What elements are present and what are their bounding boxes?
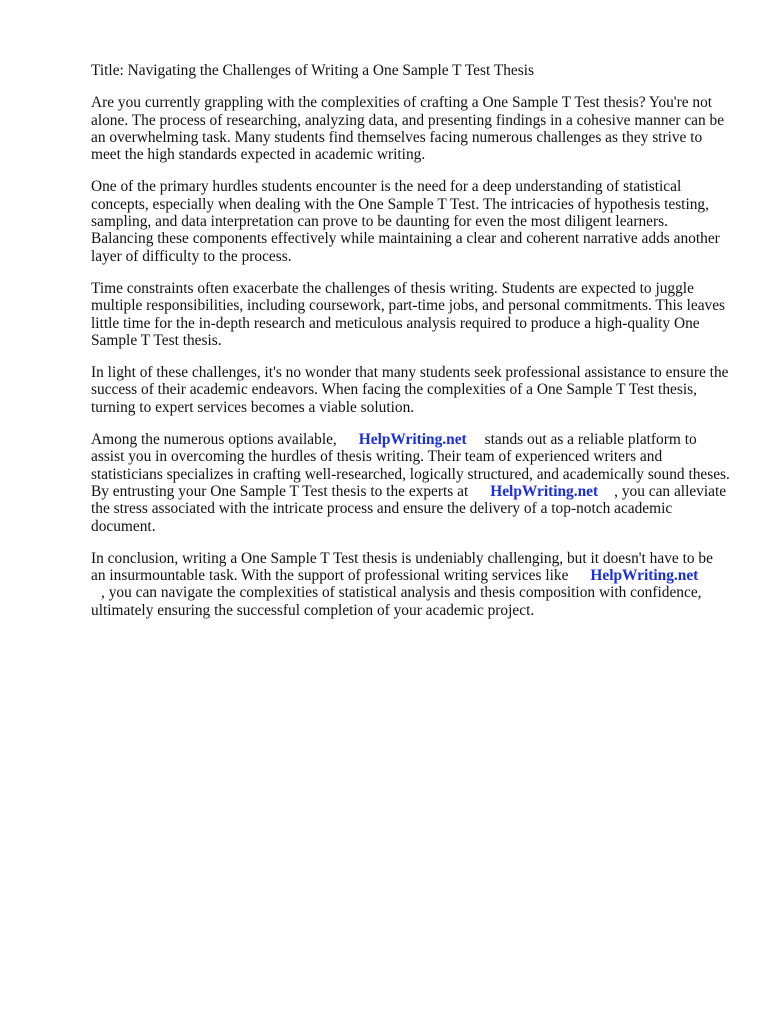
document-title: Title: Navigating the Challenges of Writing a One Sample T Test Thesis: [91, 62, 535, 79]
helpwriting-link[interactable]: HelpWriting.net: [490, 482, 599, 500]
paragraph-conclusion-text-start: In conclusion, writing a One Sample T Test thesis is undeniably challenging, but it doesn't have to be an insurmountable task. With the support of professional writing services like: [91, 549, 713, 585]
document-body: [91, 62, 731, 634]
paragraph-options: [91, 431, 731, 535]
helpwriting-link[interactable]: HelpWriting.net: [358, 431, 467, 449]
paragraph-options-text-middle: stands out as a reliable platform to assist you in overcoming the hurdles of thesis writing. Their team of experienced writers and statisticians specializes in crafting well-researched, logically structured, and academically sound theses. By entrusting your One Sample T Test thesis to the experts at: [91, 431, 730, 500]
paragraph-hurdles: One of the primary hurdles students encounter is the need for a deep understanding of statistical concepts, especially when dealing with the One Sample T Test. The intricacies of hypothesis testing, sampling, and data interpretation can prove to be daunting for even the most diligent learners. Balancing these components effectively while maintaining a clear and coherent narrative adds another layer of difficulty to the process.: [91, 178, 720, 265]
paragraph-options-text-end: , you can alleviate the stress associated with the intricate process and ensure the delivery of a top-notch academic document.: [91, 482, 727, 535]
helpwriting-link[interactable]: HelpWriting.net: [590, 567, 699, 585]
paragraph-time-constraints: Time constraints often exacerbate the challenges of thesis writing. Students are expected to juggle multiple responsibilities, including coursework, part-time jobs, and personal commitments. This leaves little time for the in-depth research and meticulous analysis required to produce a high-quality One Sample T Test thesis.: [91, 279, 726, 349]
paragraph-conclusion-text-end: , you can navigate the complexities of statistical analysis and thesis composition with confidence, ultimately ensuring the successful completion of your academic project.: [91, 584, 702, 619]
paragraph-intro: Are you currently grappling with the complexities of crafting a One Sample T Test thesis? You're not alone. The process of researching, analyzing data, and presenting findings in a cohesive manner can be an overwhelming task. Many students find themselves facing numerous challenges as they strive to meet the high standards expected in academic writing.: [91, 94, 725, 164]
paragraph-options-text-start: Among the numerous options available,: [91, 431, 337, 449]
paragraph-assistance: In light of these challenges, it's no wonder that many students seek professional assistance to ensure the success of their academic endeavors. When facing the complexities of a One Sample T Test thesis, turning to expert services becomes a viable solution.: [91, 364, 729, 416]
paragraph-conclusion: [91, 550, 731, 619]
